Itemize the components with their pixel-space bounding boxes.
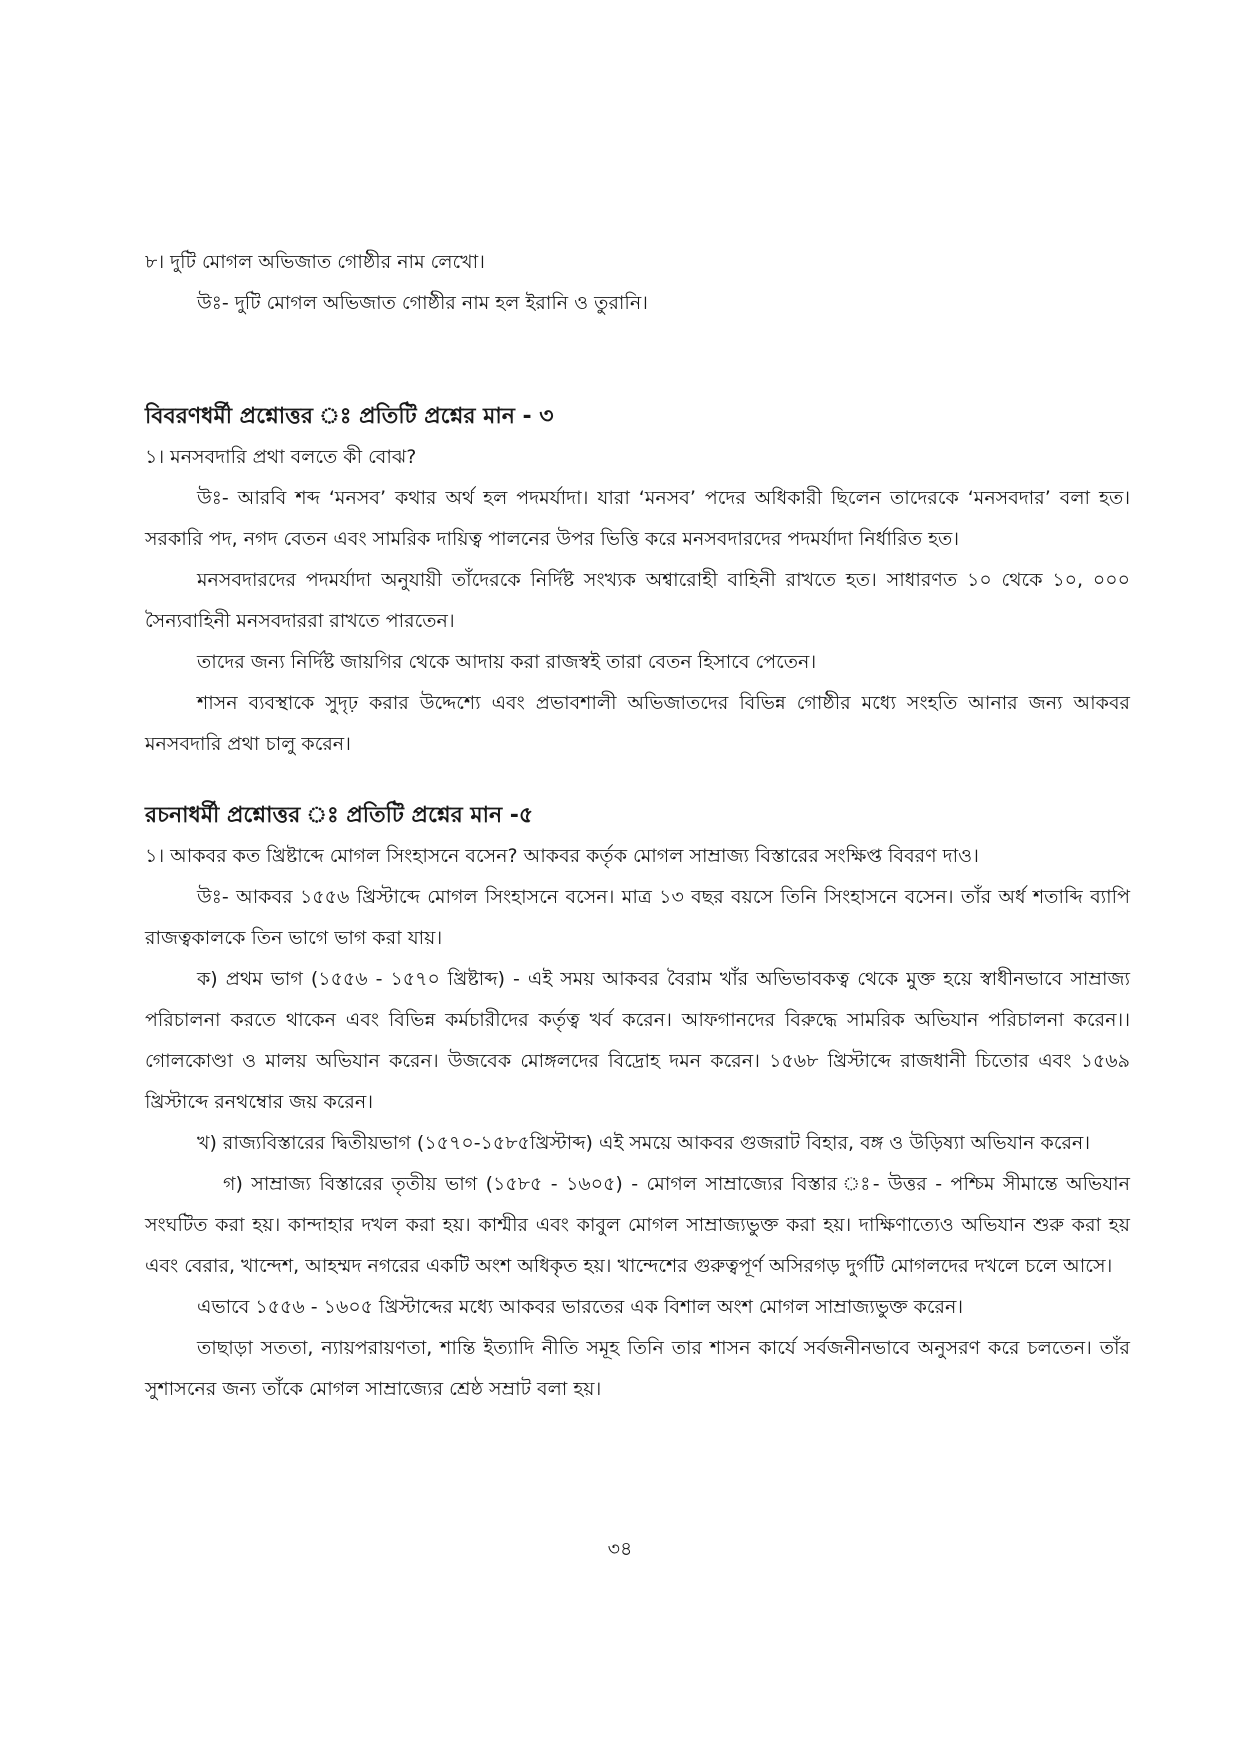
section5-answer-paragraph: তাছাড়া সততা, ন্যায়পরায়ণতা, শান্তি ইত্যাদি নীতি সমূহ তিনি তার শাসন কার্যে সর্বজনীনভাবে অনুসরণ করে চলতেন। তাঁর সুশাসনের জন্য তাঁকে মোগল সাম্রাজ্যের শ্রেষ্ঠ সম্রাট বলা হয়। [145, 1337, 1130, 1400]
section5-answer-paragraph: গ) সাম্রাজ্য বিস্তারের তৃতীয় ভাগ (১৫৮৫ - ১৬০৫) - মোগল সাম্রাজ্যের বিস্তার ঃ- উত্তর - পশ্চিম সীমান্তে অভিযান সংঘটিত করা হয়। কান্দাহার দখল করা হয়। কাশ্মীর এবং কাবুল মোগল সাম্রাজ্যভুক্ত করা হয়। দাক্ষিণাত্যেও অভিযান শুরু করা হয় এবং বেরার, খান্দেশ, আহম্মদ নগরের একটি অংশ অধিকৃত হয়। খান্দেশের গুরুত্বপূর্ণ অসিরগড় দুর্গটি মোগলদের দখলে চলে আসে। [145, 1173, 1130, 1277]
section5-answer-paragraph: এভাবে ১৫৫৬ - ১৬০৫ খ্রিস্টাব্দের মধ্যে আকবর ভারতের এক বিশাল অংশ মোগল সাম্রাজ্যভুক্ত করেন। [197, 1296, 964, 1318]
page-content [145, 242, 1130, 1410]
section5-answer-paragraph: উঃ- আকবর ১৫৫৬ খ্রিস্টাব্দে মোগল সিংহাসনে বসেন। মাত্র ১৩ বছর বয়সে তিনি সিংহাসনে বসেন। তাঁর অর্ধ শতাব্দি ব্যাপি রাজত্বকালকে তিন ভাগে ভাগ করা যায়। [145, 886, 1130, 949]
spacer [145, 765, 1130, 795]
section5-answer-paragraph: ক) প্রথম ভাগ (১৫৫৬ - ১৫৭০ খ্রিষ্টাব্দ) - এই সময় আকবর বৈরাম খাঁর অভিভাবকত্ব থেকে মুক্ত হয়ে স্বাধীনভাবে সাম্রাজ্য পরিচালনা করতে থাকেন এবং বিভিন্ন কর্মচারীদের কর্তৃত্ব খর্ব করেন। আফগানদের বিরুদ্ধে সামরিক অভিযান পরিচালনা করেন।। গোলকোণ্ডা ও মালয় অভিযান করেন। উজবেক মোঙ্গলদের বিদ্রোহ দমন করেন। ১৫৬৮ খ্রিস্টাব্দে রাজধানী চিতোর এবং ১৫৬৯ খ্রিস্টাব্দে রনথম্বোর জয় করেন। [145, 968, 1130, 1113]
section3-question-1: ১। মনসবদারি প্রথা বলতে কী বোঝ? [145, 446, 417, 468]
section3-answer-paragraph: উঃ- আরবি শব্দ ‘মনসব’ কথার অর্থ হল পদমর্যাদা। যারা ‘মনসব’ পদের অধিকারী ছিলেন তাদেরকে ‘মনসবদার’ বলা হত। সরকারি পদ, নগদ বেতন এবং সামরিক দায়িত্ব পালনের উপর ভিত্তি করে মনসবদারদের পদমর্যাদা নির্ধারিত হত। [145, 487, 1130, 550]
section-heading-3-marks: বিবরণধর্মী প্রশ্নোত্তর ঃ প্রতিটি প্রশ্নের মান - ৩ [145, 404, 554, 429]
answer-8: উঃ- দুটি মোগল অভিজাত গোষ্ঠীর নাম হল ইরানি ও তুরানি। [197, 292, 648, 314]
question-8: ৮। দুটি মোগল অভিজাত গোষ্ঠীর নাম লেখো। [145, 251, 485, 273]
spacer [145, 324, 1130, 396]
section5-answer-paragraph: খ) রাজ্যবিস্তারের দ্বিতীয়ভাগ (১৫৭০-১৫৮৫খ্রিস্টাব্দ) এই সময়ে আকবর গুজরাট বিহার, বঙ্গ ও উড়িষ্যা অভিযান করেন। [197, 1132, 1091, 1154]
section3-answer-paragraph: তাদের জন্য নির্দিষ্ট জায়গির থেকে আদায় করা রাজস্বই তারা বেতন হিসাবে পেতেন। [197, 651, 817, 673]
section-heading-5-marks: রচনাধর্মী প্রশ্নোত্তর ঃ প্রতিটি প্রশ্নের মান -৫ [145, 803, 534, 828]
section5-question-1: ১। আকবর কত খ্রিষ্টাব্দে মোগল সিংহাসনে বসেন? আকবর কর্তৃক মোগল সাম্রাজ্য বিস্তারের সংক্ষিপ্ত বিবরণ দাও। [145, 845, 979, 867]
page-number: ৩৪ [607, 1538, 633, 1560]
section3-answer-paragraph: শাসন ব্যবস্থাকে সুদৃঢ় করার উদ্দেশ্যে এবং প্রভাবশালী অভিজাতদের বিভিন্ন গোষ্ঠীর মধ্যে সংহতি আনার জন্য আকবর মনসবদারি প্রথা চালু করেন। [145, 692, 1130, 755]
section3-answer-paragraph: মনসবদারদের পদমর্যাদা অনুযায়ী তাঁদেরকে নির্দিষ্ট সংখ্যক অশ্বারোহী বাহিনী রাখতে হত। সাধারণত ১০ থেকে ১০, ০০০ সৈন্যবাহিনী মনসবদাররা রাখতে পারতেন। [145, 569, 1130, 632]
